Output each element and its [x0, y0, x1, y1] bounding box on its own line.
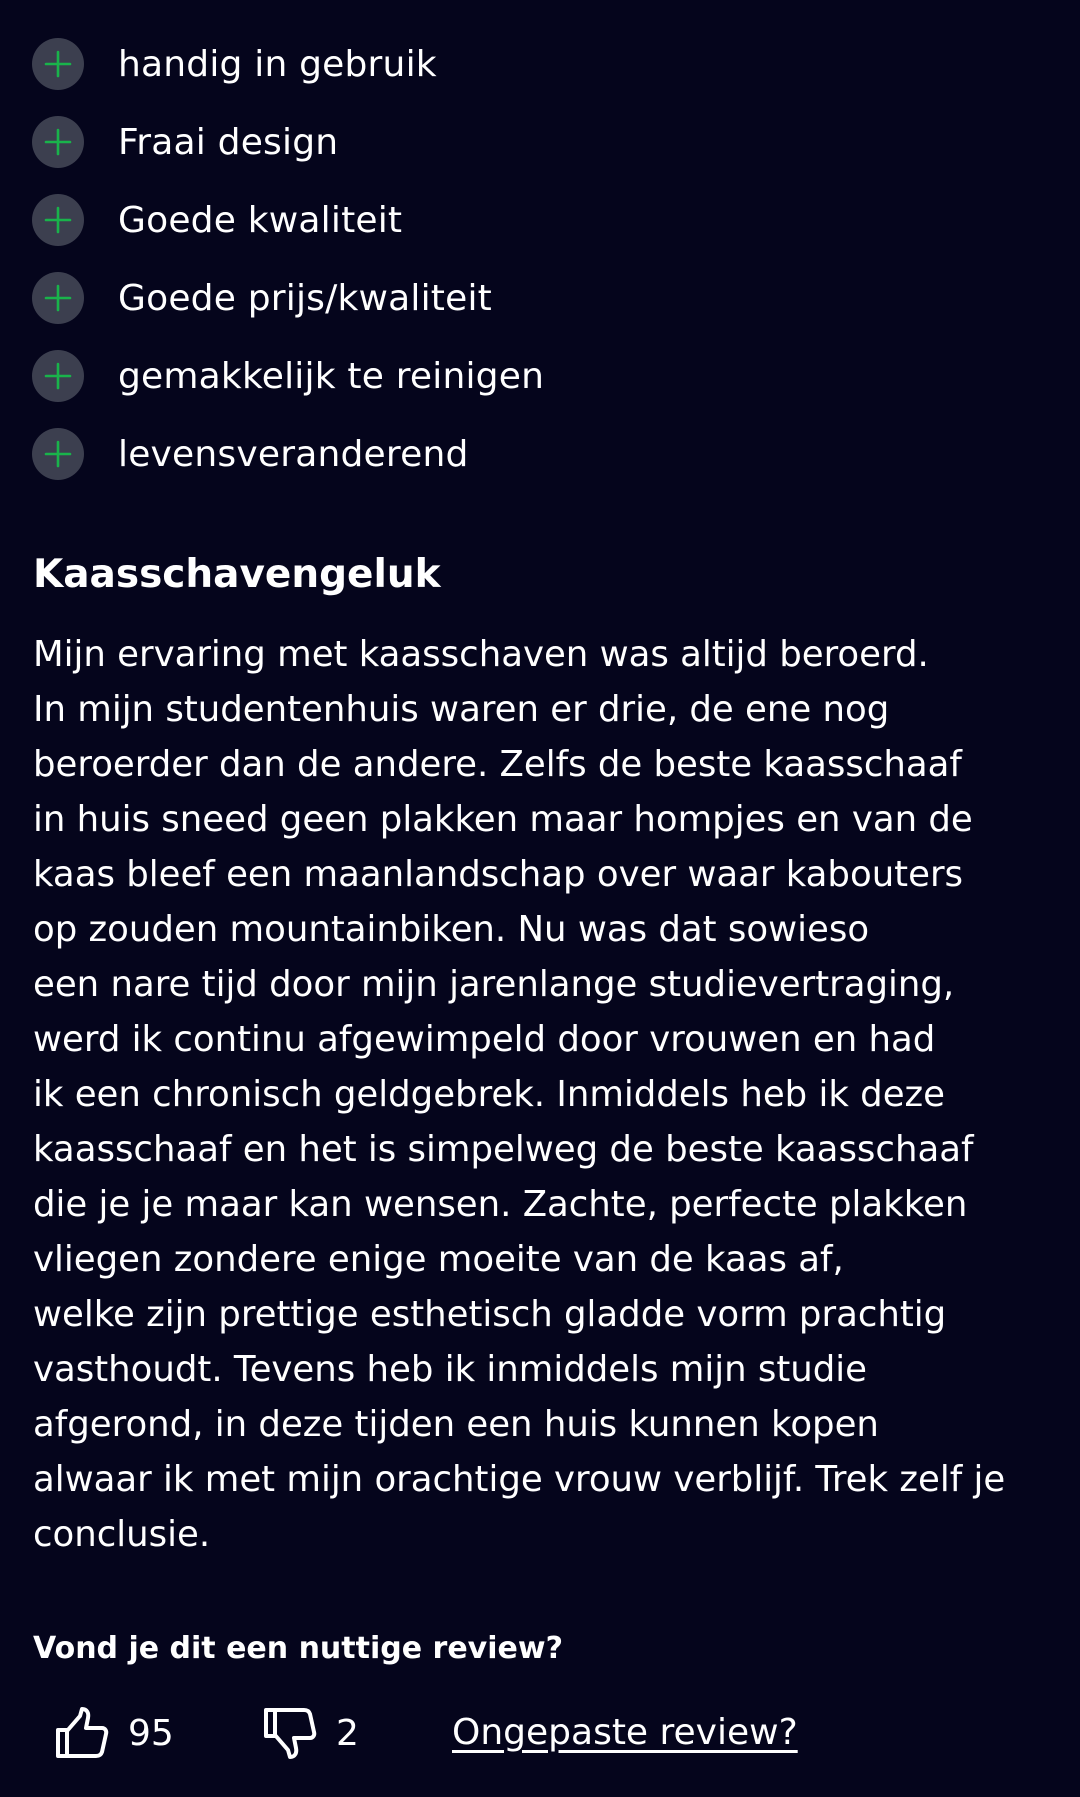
review-line: in huis sneed geen plakken maar hompjes en van de — [33, 799, 973, 840]
review-line: beroerder dan de andere. Zelfs de beste kaasschaaf — [33, 744, 962, 785]
review-line: afgerond, in deze tijden een huis kunnen kopen — [33, 1404, 879, 1445]
thumbs-up-icon — [54, 1705, 110, 1761]
review-actions — [0, 1698, 1080, 1768]
downvote-count: 2 — [336, 1712, 359, 1754]
pro-label: levensveranderend — [118, 433, 469, 475]
review-line: welke zijn prettige esthetisch gladde vorm prachtig — [33, 1294, 947, 1335]
review-line: op zouden mountainbiken. Nu was dat sowieso — [33, 909, 870, 950]
plus-icon — [32, 194, 84, 246]
plus-icon — [32, 350, 84, 402]
pro-item — [0, 415, 1080, 493]
review-body — [33, 627, 1063, 1562]
upvote-button[interactable] — [54, 1698, 174, 1768]
review-line: werd ik continu afgewimpeld door vrouwen en had — [33, 1019, 936, 1060]
plus-icon — [32, 428, 84, 480]
review-line: Mijn ervaring met kaasschaven was altijd beroerd. — [33, 634, 929, 675]
pro-label: Goede prijs/kwaliteit — [118, 277, 492, 319]
helpful-question: Vond je dit een nuttige review? — [33, 1631, 563, 1666]
review-line: die je je maar kan wensen. Zachte, perfecte plakken — [33, 1184, 968, 1225]
pro-item — [0, 259, 1080, 337]
review-line: kaasschaaf en het is simpelweg de beste kaasschaaf — [33, 1129, 974, 1170]
review-line: kaas bleef een maanlandschap over waar kabouters — [33, 854, 964, 895]
review-line: een nare tijd door mijn jarenlange studievertraging, — [33, 964, 955, 1005]
upvote-count: 95 — [128, 1712, 174, 1754]
pro-label: Goede kwaliteit — [118, 199, 403, 241]
review-line: ik een chronisch geldgebrek. Inmiddels heb ik deze — [33, 1074, 946, 1115]
pro-label: handig in gebruik — [118, 43, 437, 85]
plus-icon — [32, 38, 84, 90]
review-title: Kaasschavengeluk — [33, 552, 441, 597]
downvote-button[interactable] — [262, 1698, 359, 1768]
review-line: In mijn studentenhuis waren er drie, de ene nog — [33, 689, 890, 730]
review-line: vliegen zondere enige moeite van de kaas af, — [33, 1239, 844, 1280]
pros-list — [0, 25, 1080, 493]
pro-item — [0, 337, 1080, 415]
thumbs-down-icon — [262, 1705, 318, 1761]
pro-item — [0, 103, 1080, 181]
report-review-link[interactable]: Ongepaste review? — [452, 1712, 798, 1753]
pro-item — [0, 25, 1080, 103]
pro-item — [0, 181, 1080, 259]
review-line: alwaar ik met mijn orachtige vrouw verblijf. Trek zelf je — [33, 1459, 1006, 1500]
pro-label: Fraai design — [118, 121, 339, 163]
review-line: conclusie. — [33, 1514, 211, 1555]
pro-label: gemakkelijk te reinigen — [118, 355, 545, 397]
review-line: vasthoudt. Tevens heb ik inmiddels mijn studie — [33, 1349, 868, 1390]
plus-icon — [32, 272, 84, 324]
plus-icon — [32, 116, 84, 168]
